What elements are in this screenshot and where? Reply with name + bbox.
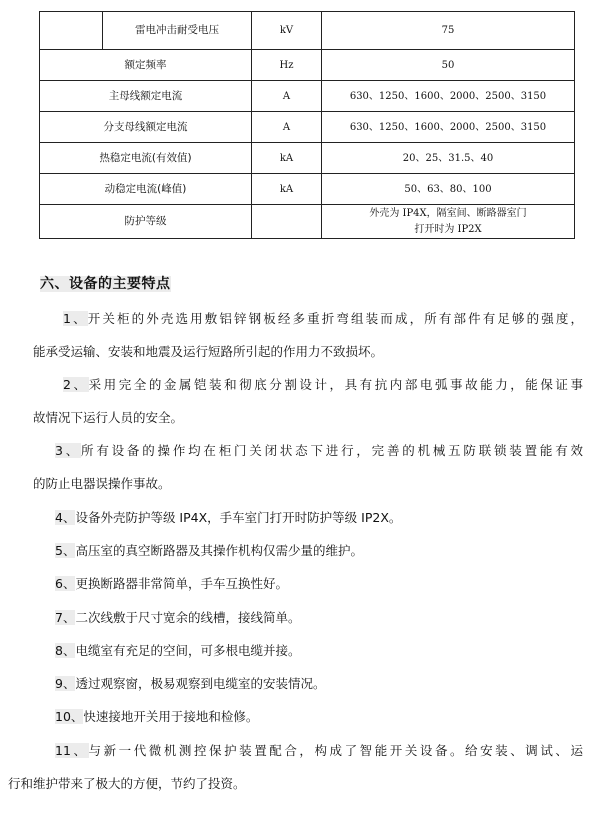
list-item-10	[33, 700, 597, 733]
spec-table	[39, 11, 575, 239]
value-line-2: 打开时为 IP2X	[414, 224, 482, 235]
list-item-3	[33, 434, 583, 500]
table-cell-value: 20、25、31.5、40	[322, 143, 575, 174]
table-cell-parameter: 动稳定电流(峰值)	[40, 174, 252, 205]
list-item-5	[33, 534, 597, 567]
table-cell-parameter: 额定频率	[40, 50, 252, 81]
item-number: 8、	[55, 643, 76, 658]
item-number: 1、	[63, 311, 88, 326]
table-row	[40, 174, 575, 205]
item-text: 采用完全的金属铠装和彻底分割设计，具有抗内部电弧事故能力，能保证事	[88, 377, 583, 392]
value-line-1: 外壳为 IP4X，隔室间、断路器室门	[369, 208, 527, 219]
table-row	[40, 205, 575, 239]
table-cell-unit: A	[252, 81, 322, 112]
item-text: 设备外壳防护等级 IP4X，手车室门打开时防护等级 IP2X。	[75, 510, 402, 525]
list-item-11	[8, 734, 583, 800]
item-text: 更换断路器非常简单，手车互换性好。	[75, 576, 288, 591]
table-cell-unit: A	[252, 112, 322, 143]
table-cell-parameter: 雷电冲击耐受电压	[103, 12, 252, 50]
list-item-7	[33, 601, 597, 634]
table-cell-parameter: 分支母线额定电流	[40, 112, 252, 143]
table-cell-unit: kA	[252, 174, 322, 205]
table-cell-value: 75	[322, 12, 575, 50]
item-text-continued: 能承受运输、安装和地震及运行短路所引起的作用力不致损坏。	[33, 344, 384, 359]
table-row	[40, 50, 575, 81]
item-text: 高压室的真空断路器及其操作机构仅需少量的维护。	[75, 543, 363, 558]
item-text: 电缆室有充足的空间，可多根电缆并接。	[75, 643, 301, 658]
table-cell-unit: kV	[252, 12, 322, 50]
table-cell-value: 50	[322, 50, 575, 81]
item-text: 所有设备的操作均在柜门关闭状态下进行，完善的机械五防联锁装置能有效	[81, 443, 583, 458]
table-cell-value: 50、63、80、100	[322, 174, 575, 205]
table-cell-unit: Hz	[252, 50, 322, 81]
item-number: 6、	[55, 576, 76, 591]
item-number: 3、	[55, 443, 82, 458]
table-cell-unit	[252, 205, 322, 239]
item-text: 二次线敷于尺寸宽余的线槽，接线简单。	[75, 610, 301, 625]
table-cell-unit: kA	[252, 143, 322, 174]
list-item-6	[33, 567, 597, 600]
item-text: 开关柜的外壳选用敷铝锌钢板经多重折弯组装而成，所有部件有足够的强度，	[87, 311, 583, 326]
item-text-continued: 故情况下运行人员的安全。	[33, 410, 184, 425]
list-item-8	[33, 634, 597, 667]
item-number: 4、	[55, 510, 76, 525]
table-cell-value: 630、1250、1600、2000、2500、3150	[322, 112, 575, 143]
item-text: 与新一代微机测控保护装置配合，构成了智能开关设备。给安装、调试、运	[88, 743, 583, 758]
table-row	[40, 112, 575, 143]
table-row	[40, 143, 575, 174]
table-row	[40, 81, 575, 112]
table-cell-parameter: 主母线额定电流	[40, 81, 252, 112]
item-number: 9、	[55, 676, 76, 691]
item-text-continued: 的防止电器误操作事故。	[33, 476, 171, 491]
item-text-continued: 行和维护带来了极大的方便，节约了投资。	[8, 776, 246, 791]
list-item-9	[33, 667, 597, 700]
item-number: 7、	[55, 610, 76, 625]
item-number: 5、	[55, 543, 76, 558]
section-heading-text: 六、设备的主要特点	[40, 276, 171, 292]
table-cell-value	[322, 205, 575, 239]
item-text: 快速接地开关用于接地和检修。	[83, 709, 259, 724]
list-item-1	[33, 302, 583, 368]
table-cell-value: 630、1250、1600、2000、2500、3150	[322, 81, 575, 112]
table-row	[40, 12, 575, 50]
item-text: 透过观察窗，极易观察到电缆室的安装情况。	[75, 676, 326, 691]
list-item-4	[33, 501, 597, 534]
list-item-2	[33, 368, 583, 434]
item-number: 2、	[63, 377, 89, 392]
table-cell-parameter: 热稳定电流(有效值)	[40, 143, 252, 174]
table-cell-blank	[40, 12, 103, 50]
item-number: 11、	[55, 743, 89, 758]
table-cell-parameter: 防护等级	[40, 205, 252, 239]
item-number: 10、	[55, 709, 84, 724]
section-heading	[40, 273, 171, 293]
